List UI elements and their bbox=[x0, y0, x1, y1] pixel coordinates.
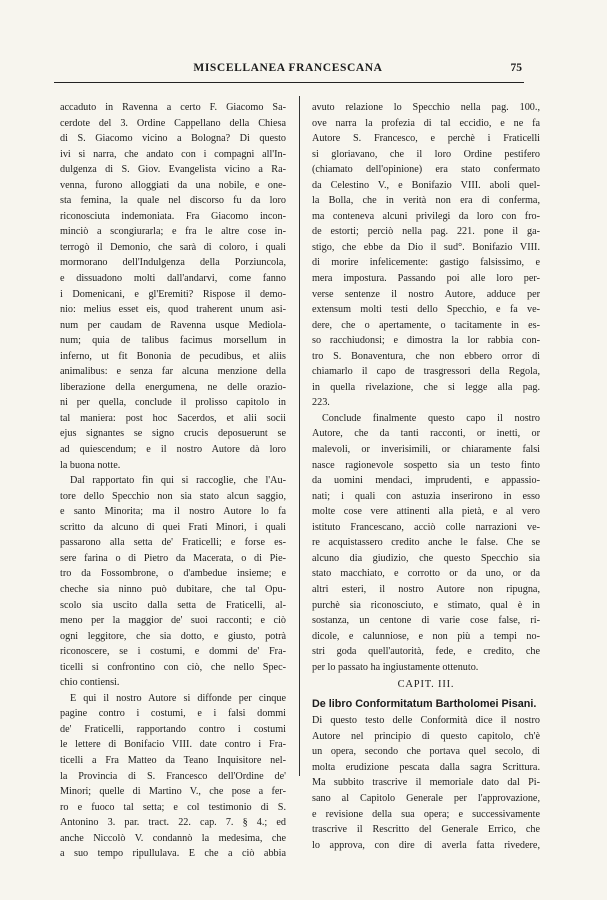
text-line: de' Fraticelli, rapportando contro i costumi bbox=[60, 723, 286, 735]
text-line: verse sentenze il nostro Autore, adduce per bbox=[312, 288, 540, 300]
text-line: stri goda quell'autorità, fede, e credito, che bbox=[312, 646, 540, 658]
text-line: da uomini mendaci, imprudenti, e appassio- bbox=[312, 475, 540, 487]
text-line: dicole, e calunniose, e non più a tempi no- bbox=[312, 630, 540, 642]
text-line: a suo tempo ripullulava. E che a ciò abbia bbox=[60, 848, 286, 860]
text-line: dulgenza di S. Giov. Evangelista vicino a Ra- bbox=[60, 164, 286, 176]
text-line: Ma subbito trascrive il memoriale dato dal Pi- bbox=[312, 777, 540, 789]
text-line: e dissuadono molti dall'andarvi, come fanno bbox=[60, 273, 286, 285]
text-line: dere, che o apertamente, o tacitamente in es- bbox=[312, 319, 540, 331]
text-line: ticelli si confrontino con ciò, che nello Spec- bbox=[60, 661, 286, 673]
text-line: venna, furono alloggiati da una nobile, e one- bbox=[60, 179, 286, 191]
text-line: 223. bbox=[312, 397, 330, 409]
text-line: la Provincia di S. Francesco dell'Ordine de' bbox=[60, 770, 286, 782]
left-column bbox=[60, 100, 286, 862]
text-line: cheche sia ninno può dubitare, che tal Opu- bbox=[60, 583, 286, 595]
text-line: animalibus: e senza far alcuna menzione della bbox=[60, 366, 286, 378]
text-line: altri esteri, il nostro Autore non ripugna, bbox=[312, 583, 540, 595]
text-line: E qui il nostro Autore si diffonde per cinque bbox=[70, 692, 286, 704]
text-line: le lettere di Bonifacio VIII. date contro i Fra- bbox=[60, 739, 286, 751]
text-line: Autore S. Francesco, e perchè i Fraticelli bbox=[312, 133, 540, 145]
text-line: Autore nel principio di questo capitolo, ch'è bbox=[312, 730, 540, 742]
text-line: terrogò il Demonio, che sarà di coloro, i quali bbox=[60, 241, 286, 253]
text-line: ove narra la profezia di tal eccidio, e ne fa bbox=[312, 117, 540, 129]
text-line: Di questo testo delle Conformità dice il nostro bbox=[312, 715, 540, 727]
text-line: accaduto in Ravenna a certo F. Giacomo Sa- bbox=[60, 102, 286, 113]
text-line: trascrive il Rescritto del Generale Errico, che bbox=[312, 824, 540, 836]
text-line: molta erudizione pescata dalla sagra Scrittura. bbox=[312, 761, 540, 773]
text-line: la Bolla, che in verità non era di conferma, bbox=[312, 195, 540, 207]
text-line: ni per quella, conclude il prolisso capitolo in bbox=[60, 397, 286, 409]
text-line: nati; i quali con astuzia inserirono in esso bbox=[312, 490, 540, 502]
chapter-title: CAPIT. III. bbox=[397, 679, 455, 691]
text-line: istituto Francescano, acciò colle narrazioni ve- bbox=[312, 521, 540, 533]
text-line: num per caudam de Ravenna usque Mediola- bbox=[60, 319, 286, 331]
text-line: di morire infelicemente: gastigo falsissimo, e bbox=[312, 257, 540, 269]
text-line: chiamarlo il capo de trasgressori della Regola, bbox=[312, 366, 540, 378]
text-line: nio: melius esset eis, quod traherent unum asi- bbox=[60, 304, 286, 316]
text-line: mormorano dell'Indulgenza della Porziuncola, bbox=[60, 257, 286, 269]
text-line: Antonino 3. par. tract. 22. cap. 7. § 4.; ed bbox=[60, 817, 286, 829]
text-line: liberazione della energumena, ne delle orazio- bbox=[60, 381, 286, 393]
journal-title: MISCELLANEA FRANCESCANA bbox=[193, 62, 383, 74]
text-line: di S. Giacomo vicino a Bologna? Di questo bbox=[60, 133, 286, 145]
text-line: lo approva, con dire di averla fatta rivedere, bbox=[312, 839, 540, 851]
text-line: e santo Minorita; ma il nostro Autore lo fa bbox=[60, 506, 286, 518]
right-column-text-top bbox=[312, 100, 540, 675]
text-line: malevoli, or inverisimili, or chiaramente falsi bbox=[312, 444, 540, 456]
text-line: de estorti; perciò nella pag. 221. pone il ga- bbox=[312, 226, 540, 238]
text-line: sere farina o di Pietro da Macerata, o di Pie- bbox=[60, 552, 286, 564]
text-line: tore dello Specchio non sia stato alcun saggio, bbox=[60, 490, 286, 502]
text-line: scolo sia uscito dalla setta de Fraticelli, al- bbox=[60, 599, 286, 611]
text-line: num; quia de talibus facimus morsellum in bbox=[60, 335, 286, 347]
text-line: e revisione della sua opera; e successivamente bbox=[312, 808, 540, 820]
text-line: (chiamato dell'opinione) era stato confermato bbox=[312, 164, 540, 176]
text-line: mera impostura. Passando poi alle loro per- bbox=[312, 273, 540, 285]
text-line: la buona notte. bbox=[60, 459, 121, 471]
text-line: Conclude finalmente questo capo il nostro bbox=[322, 412, 540, 424]
right-column-text-bottom bbox=[312, 713, 540, 853]
running-header bbox=[54, 62, 522, 80]
text-line: scritto da alcuno di quei Frati Minori, i quali bbox=[60, 521, 286, 533]
text-line: in quella rivelazione, che si legge alla pag. bbox=[312, 381, 540, 393]
text-line: sano al Capitolo Generale per l'approvazione, bbox=[312, 792, 540, 804]
column-divider bbox=[299, 96, 300, 776]
text-line: Minori; quelle di Martino V., che pose a fer- bbox=[60, 786, 286, 798]
text-line: per lo passato ha ingiustamente ottenuto. bbox=[312, 661, 479, 673]
text-line: alcuno dia giudizio, che questo Specchio sia bbox=[312, 552, 540, 564]
text-line: chio contiensi. bbox=[60, 677, 120, 689]
text-line: stigo, che ebbe da Dio il sud°. Bonifazio VIII. bbox=[312, 241, 540, 253]
text-line: Autore, che da tanti racconti, or inetti, or bbox=[312, 428, 540, 440]
text-line: riconoscere, se i costumi, e dommi de' Fra- bbox=[60, 646, 286, 658]
text-line: sostanza, un centone di varie cose false, ri- bbox=[312, 615, 540, 627]
text-line: tro da Fossombrone, o d'ambedue insieme; e bbox=[60, 568, 286, 580]
text-line: un opera, secondo che portava quel secolo, di bbox=[312, 746, 540, 758]
text-line: anche Niccolò V. condannò la medesima, che bbox=[60, 832, 286, 844]
text-line: si gloriavano, che il loro Ordine pestifero bbox=[312, 148, 540, 160]
text-line: ivi si narra, che andato con i compagni all'In- bbox=[60, 148, 286, 160]
text-line: meno per la maggior de' suoi racconti; e ciò bbox=[60, 615, 286, 627]
text-line: ro e fuoco tal setta; e col testimonio di S. bbox=[60, 801, 286, 813]
right-column bbox=[312, 100, 540, 853]
text-line: minciò a scongiurarla; e fra le altre cose in- bbox=[60, 226, 286, 238]
text-line: pagine contro i costumi, e i falsi dommi bbox=[60, 708, 286, 720]
text-line: ad quiescendum; e il nostro Autore dà loro bbox=[60, 444, 286, 456]
text-line: stato macchiato, e corrotto or da uno, or da bbox=[312, 568, 540, 580]
text-line: Dal rapportato fin qui si raccoglie, che l'Au- bbox=[70, 475, 286, 487]
page-number: 75 bbox=[510, 62, 522, 74]
text-line: ogni leggitore, che sia dotto, e giusto, potrà bbox=[60, 630, 286, 642]
text-line: sta femina, la quale nel discorso fu da loro bbox=[60, 195, 286, 207]
text-line: nasce ragionevole sospetto sia un testo finto bbox=[312, 459, 540, 471]
text-line: ticelli a Fra Matteo da Teano Inquisitore nel- bbox=[60, 754, 286, 766]
text-line: inferno, ut fit Bononia de pecudibus, et aliis bbox=[60, 350, 286, 362]
text-line: riconosciuta indemoniata. Fra Giacomo incon- bbox=[60, 210, 286, 222]
text-line: avuto relazione lo Specchio nella pag. 100., bbox=[312, 102, 540, 113]
text-line: cerdote del 3. Ordine Cappellano della Chiesa bbox=[60, 117, 286, 129]
text-line: extensum molti testi dello Specchio, e fa ve- bbox=[312, 304, 540, 316]
text-line: passarono alla setta de' Fraticelli; e forse es- bbox=[60, 537, 286, 549]
text-line: tal maniera: post hoc Sacerdos, et alii socii bbox=[60, 412, 286, 424]
section-heading: De libro Conformitatum Bartholomei Pisani. bbox=[312, 698, 537, 711]
text-line: ma conteneva alcuni privilegi da loro con fro- bbox=[312, 210, 540, 222]
text-line: so racchiudonsi; e dimostra la lor rabbia con- bbox=[312, 335, 540, 347]
text-line: ejus signantes se signo crucis deposuerunt se bbox=[60, 428, 286, 440]
text-line: molte cose vere attinenti alla pietà, e al vero bbox=[312, 506, 540, 518]
text-line: da Celestino V., e Bonifazio VIII. aboli quel- bbox=[312, 179, 540, 191]
text-line: purchè sia riconosciuto, e stimato, qual è in bbox=[312, 599, 540, 611]
header-rule bbox=[54, 82, 524, 83]
text-line: tro S. Bonaventura, che non ebbero orror di bbox=[312, 350, 540, 362]
text-line: re acquistassero credito anche le false. Che se bbox=[312, 537, 540, 549]
text-line: i Domenicani, e gl'Eremiti? Rispose il demo- bbox=[60, 288, 286, 300]
